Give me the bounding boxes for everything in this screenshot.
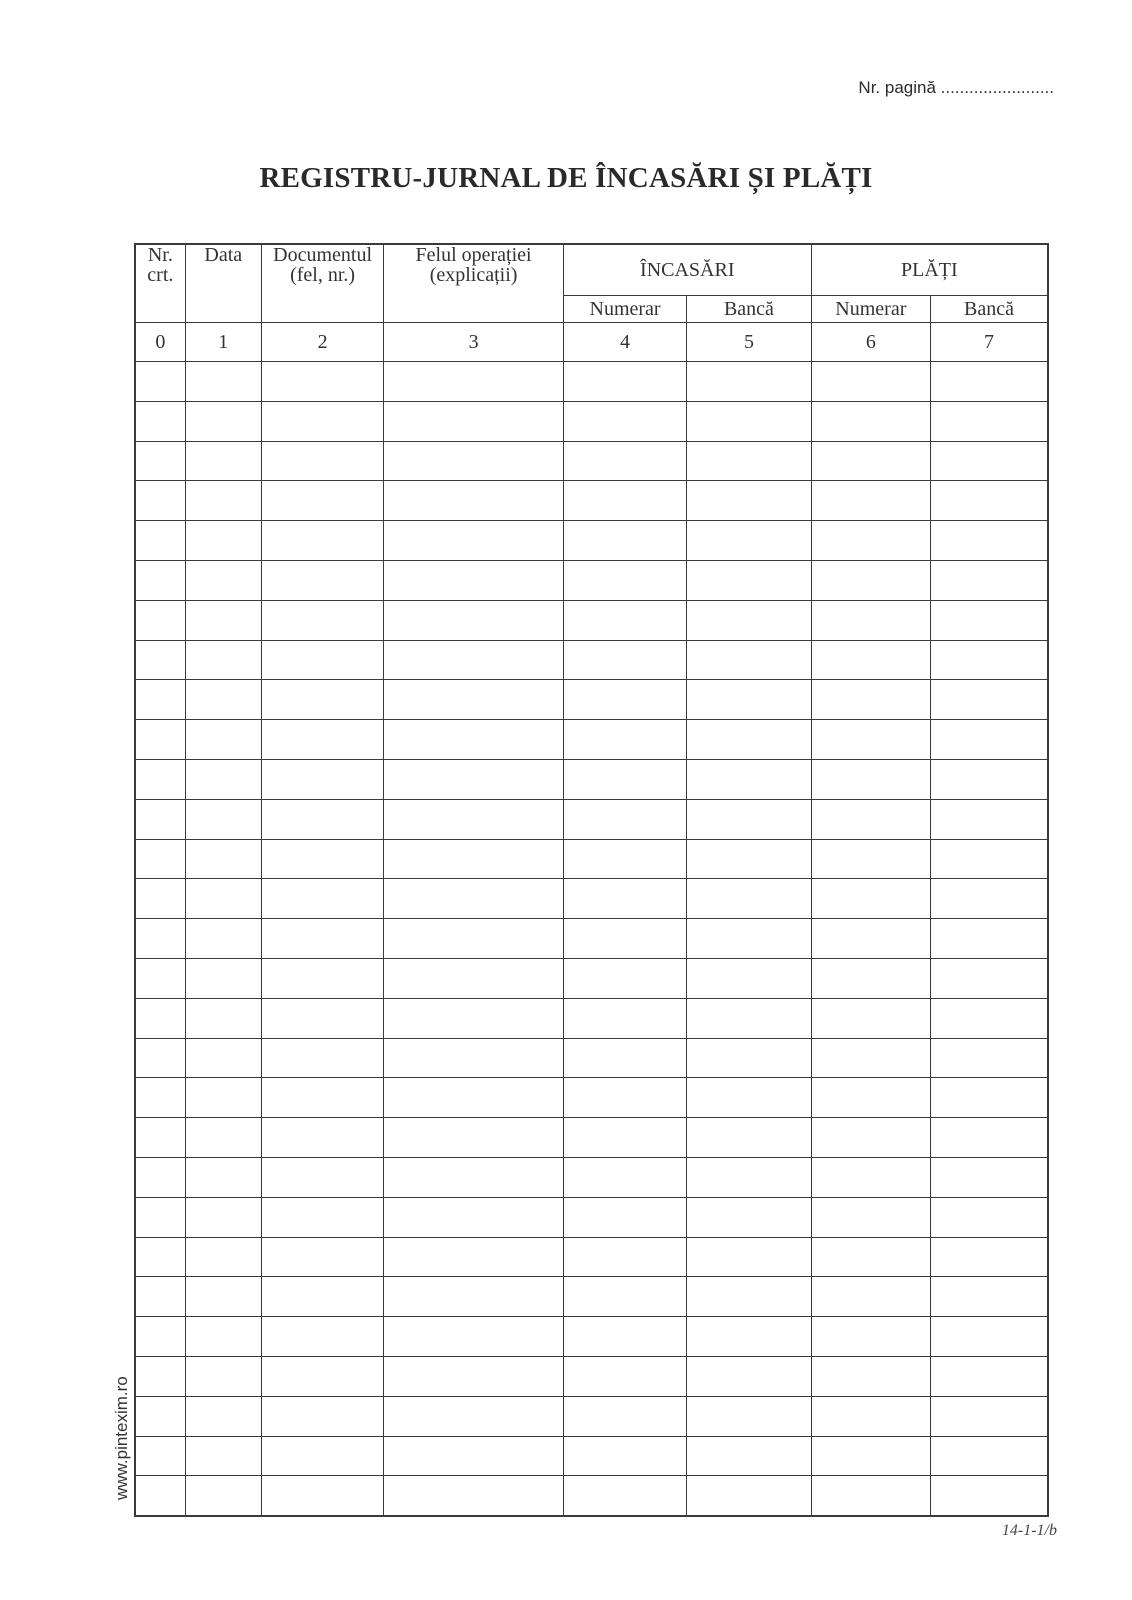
entry-cell[interactable] [563, 1436, 686, 1476]
entry-cell[interactable] [687, 1436, 811, 1476]
entry-cell[interactable] [384, 1396, 564, 1436]
entry-cell[interactable] [687, 560, 811, 600]
entry-cell[interactable] [261, 1157, 383, 1197]
entry-cell[interactable] [687, 481, 811, 521]
entry-cell[interactable] [687, 1157, 811, 1197]
entry-cell[interactable] [261, 560, 383, 600]
form-code: 14-1-1/b [1001, 1522, 1057, 1539]
entry-cell[interactable] [931, 1436, 1048, 1476]
entry-cell[interactable] [811, 680, 930, 720]
entry-cell[interactable] [135, 1078, 185, 1118]
entry-cell[interactable] [687, 919, 811, 959]
entry-cell[interactable] [261, 1356, 383, 1396]
entry-cell[interactable] [811, 1317, 930, 1357]
entry-cell[interactable] [811, 1038, 930, 1078]
journal-body [135, 362, 1048, 1517]
entry-cell[interactable] [261, 919, 383, 959]
entry-cell[interactable] [931, 401, 1048, 441]
table-row [135, 441, 1048, 481]
entry-cell[interactable] [931, 1277, 1048, 1317]
entry-cell[interactable] [563, 799, 686, 839]
entry-cell[interactable] [261, 1396, 383, 1436]
entry-cell[interactable] [185, 1277, 261, 1317]
entry-cell[interactable] [384, 680, 564, 720]
journal-table [134, 243, 1049, 1517]
entry-cell[interactable] [135, 1118, 185, 1158]
column-header-incasari-banca: Bancă [687, 296, 811, 323]
entry-cell[interactable] [135, 1356, 185, 1396]
entry-cell[interactable] [563, 879, 686, 919]
table-row [135, 600, 1048, 640]
table-row [135, 680, 1048, 720]
column-index: 1 [185, 323, 261, 362]
entry-cell[interactable] [384, 441, 564, 481]
entry-cell[interactable] [563, 1237, 686, 1277]
entry-cell[interactable] [931, 1118, 1048, 1158]
entry-cell[interactable] [931, 759, 1048, 799]
table-row [135, 1436, 1048, 1476]
entry-cell[interactable] [135, 1038, 185, 1078]
entry-cell[interactable] [185, 640, 261, 680]
entry-cell[interactable] [384, 1197, 564, 1237]
entry-cell[interactable] [185, 521, 261, 561]
entry-cell[interactable] [135, 1436, 185, 1476]
table-row [135, 839, 1048, 879]
entry-cell[interactable] [563, 1038, 686, 1078]
entry-cell[interactable] [811, 1356, 930, 1396]
entry-cell[interactable] [931, 1396, 1048, 1436]
entry-cell[interactable] [261, 1118, 383, 1158]
entry-cell[interactable] [135, 839, 185, 879]
entry-cell[interactable] [811, 958, 930, 998]
entry-cell[interactable] [185, 1436, 261, 1476]
entry-cell[interactable] [135, 1157, 185, 1197]
entry-cell[interactable] [185, 1118, 261, 1158]
entry-cell[interactable] [931, 1237, 1048, 1277]
entry-cell[interactable] [931, 879, 1048, 919]
entry-cell[interactable] [687, 998, 811, 1038]
entry-cell[interactable] [261, 680, 383, 720]
entry-cell[interactable] [931, 998, 1048, 1038]
entry-cell[interactable] [261, 1038, 383, 1078]
entry-cell[interactable] [261, 1317, 383, 1357]
table-row [135, 1237, 1048, 1277]
entry-cell[interactable] [687, 759, 811, 799]
entry-cell[interactable] [811, 1436, 930, 1476]
entry-cell[interactable] [931, 839, 1048, 879]
entry-cell[interactable] [185, 839, 261, 879]
entry-cell[interactable] [687, 1396, 811, 1436]
entry-cell[interactable] [261, 441, 383, 481]
entry-cell[interactable] [261, 600, 383, 640]
table-row [135, 481, 1048, 521]
entry-cell[interactable] [261, 640, 383, 680]
entry-cell[interactable] [135, 1476, 185, 1516]
entry-cell[interactable] [931, 958, 1048, 998]
entry-cell[interactable] [811, 560, 930, 600]
entry-cell[interactable] [135, 879, 185, 919]
table-row [135, 560, 1048, 600]
column-index-row [135, 323, 1048, 362]
table-row [135, 1396, 1048, 1436]
table-row [135, 1476, 1048, 1516]
entry-cell[interactable] [811, 481, 930, 521]
entry-cell[interactable] [384, 919, 564, 959]
entry-cell[interactable] [931, 560, 1048, 600]
table-row [135, 958, 1048, 998]
entry-cell[interactable] [931, 1078, 1048, 1118]
entry-cell[interactable] [261, 998, 383, 1038]
entry-cell[interactable] [811, 720, 930, 760]
entry-cell[interactable] [563, 1118, 686, 1158]
entry-cell[interactable] [931, 362, 1048, 402]
entry-cell[interactable] [811, 799, 930, 839]
entry-cell[interactable] [931, 919, 1048, 959]
column-header-data: Data [185, 244, 261, 323]
column-index: 4 [563, 323, 686, 362]
table-row [135, 998, 1048, 1038]
entry-cell[interactable] [185, 481, 261, 521]
entry-cell[interactable] [261, 1197, 383, 1237]
table-row [135, 1157, 1048, 1197]
entry-cell[interactable] [811, 919, 930, 959]
table-row [135, 1277, 1048, 1317]
entry-cell[interactable] [135, 521, 185, 561]
entry-cell[interactable] [135, 680, 185, 720]
entry-cell[interactable] [811, 1476, 930, 1516]
entry-cell[interactable] [135, 560, 185, 600]
entry-cell[interactable] [185, 919, 261, 959]
entry-cell[interactable] [261, 401, 383, 441]
entry-cell[interactable] [811, 1197, 930, 1237]
journal-table-container [134, 243, 1049, 1517]
entry-cell[interactable] [563, 401, 686, 441]
column-index: 3 [384, 323, 564, 362]
entry-cell[interactable] [563, 1476, 686, 1516]
table-row [135, 879, 1048, 919]
entry-cell[interactable] [687, 600, 811, 640]
entry-cell[interactable] [931, 640, 1048, 680]
entry-cell[interactable] [687, 879, 811, 919]
entry-cell[interactable] [185, 958, 261, 998]
table-row [135, 1038, 1048, 1078]
entry-cell[interactable] [261, 839, 383, 879]
entry-cell[interactable] [563, 560, 686, 600]
entry-cell[interactable] [185, 720, 261, 760]
entry-cell[interactable] [135, 720, 185, 760]
table-row [135, 521, 1048, 561]
entry-cell[interactable] [135, 919, 185, 959]
entry-cell[interactable] [811, 1277, 930, 1317]
table-row [135, 640, 1048, 680]
entry-cell[interactable] [261, 879, 383, 919]
entry-cell[interactable] [185, 998, 261, 1038]
entry-cell[interactable] [135, 401, 185, 441]
entry-cell[interactable] [135, 640, 185, 680]
entry-cell[interactable] [384, 481, 564, 521]
entry-cell[interactable] [687, 958, 811, 998]
entry-cell[interactable] [563, 759, 686, 799]
table-row [135, 1197, 1048, 1237]
entry-cell[interactable] [687, 1277, 811, 1317]
entry-cell[interactable] [687, 640, 811, 680]
entry-cell[interactable] [384, 1078, 564, 1118]
entry-cell[interactable] [687, 1317, 811, 1357]
table-row [135, 720, 1048, 760]
entry-cell[interactable] [811, 1157, 930, 1197]
entry-cell[interactable] [135, 481, 185, 521]
column-header-incasari-numerar: Numerar [563, 296, 686, 323]
entry-cell[interactable] [563, 1317, 686, 1357]
entry-cell[interactable] [687, 799, 811, 839]
entry-cell[interactable] [185, 1317, 261, 1357]
entry-cell[interactable] [687, 680, 811, 720]
column-header-documentul: Documentul (fel, nr.) [261, 244, 383, 323]
entry-cell[interactable] [384, 759, 564, 799]
entry-cell[interactable] [931, 799, 1048, 839]
entry-cell[interactable] [563, 998, 686, 1038]
entry-cell[interactable] [931, 1197, 1048, 1237]
entry-cell[interactable] [563, 362, 686, 402]
entry-cell[interactable] [135, 441, 185, 481]
entry-cell[interactable] [185, 600, 261, 640]
entry-cell[interactable] [261, 1237, 383, 1277]
entry-cell[interactable] [811, 759, 930, 799]
table-row [135, 1078, 1048, 1118]
entry-cell[interactable] [931, 481, 1048, 521]
entry-cell[interactable] [687, 1237, 811, 1277]
entry-cell[interactable] [261, 1476, 383, 1516]
column-header-plati-numerar: Numerar [811, 296, 930, 323]
entry-cell[interactable] [185, 1038, 261, 1078]
entry-cell[interactable] [384, 879, 564, 919]
table-row [135, 401, 1048, 441]
entry-cell[interactable] [135, 362, 185, 402]
column-group-plati: PLĂȚI [811, 244, 1048, 296]
entry-cell[interactable] [185, 401, 261, 441]
entry-cell[interactable] [135, 1396, 185, 1436]
entry-cell[interactable] [931, 1356, 1048, 1396]
entry-cell[interactable] [185, 1396, 261, 1436]
website-url: www.pintexim.ro [112, 1376, 131, 1500]
entry-cell[interactable] [185, 1197, 261, 1237]
table-row [135, 919, 1048, 959]
entry-cell[interactable] [811, 362, 930, 402]
table-row [135, 1317, 1048, 1357]
entry-cell[interactable] [687, 362, 811, 402]
entry-cell[interactable] [563, 521, 686, 561]
entry-cell[interactable] [185, 1157, 261, 1197]
entry-cell[interactable] [384, 401, 564, 441]
entry-cell[interactable] [811, 401, 930, 441]
entry-cell[interactable] [687, 1476, 811, 1516]
entry-cell[interactable] [384, 1118, 564, 1158]
entry-cell[interactable] [687, 720, 811, 760]
entry-cell[interactable] [931, 600, 1048, 640]
column-index: 7 [931, 323, 1048, 362]
entry-cell[interactable] [261, 1078, 383, 1118]
entry-cell[interactable] [811, 600, 930, 640]
entry-cell[interactable] [261, 958, 383, 998]
entry-cell[interactable] [811, 1396, 930, 1436]
entry-cell[interactable] [384, 958, 564, 998]
entry-cell[interactable] [384, 1356, 564, 1396]
entry-cell[interactable] [563, 1356, 686, 1396]
entry-cell[interactable] [931, 720, 1048, 760]
entry-cell[interactable] [687, 521, 811, 561]
entry-cell[interactable] [185, 1476, 261, 1516]
entry-cell[interactable] [811, 839, 930, 879]
entry-cell[interactable] [931, 680, 1048, 720]
entry-cell[interactable] [135, 958, 185, 998]
table-row [135, 799, 1048, 839]
entry-cell[interactable] [687, 1078, 811, 1118]
entry-cell[interactable] [185, 1356, 261, 1396]
entry-cell[interactable] [931, 1038, 1048, 1078]
entry-cell[interactable] [185, 560, 261, 600]
entry-cell[interactable] [811, 1118, 930, 1158]
column-index: 0 [135, 323, 185, 362]
entry-cell[interactable] [185, 759, 261, 799]
entry-cell[interactable] [563, 839, 686, 879]
entry-cell[interactable] [261, 759, 383, 799]
entry-cell[interactable] [384, 640, 564, 680]
table-row [135, 1356, 1048, 1396]
entry-cell[interactable] [384, 839, 564, 879]
column-group-incasari: ÎNCASĂRI [563, 244, 811, 296]
entry-cell[interactable] [563, 919, 686, 959]
entry-cell[interactable] [563, 1277, 686, 1317]
entry-cell[interactable] [384, 1317, 564, 1357]
entry-cell[interactable] [384, 1157, 564, 1197]
entry-cell[interactable] [384, 1237, 564, 1277]
entry-cell[interactable] [687, 1118, 811, 1158]
entry-cell[interactable] [931, 1476, 1048, 1516]
entry-cell[interactable] [384, 720, 564, 760]
entry-cell[interactable] [135, 1317, 185, 1357]
entry-cell[interactable] [563, 1078, 686, 1118]
entry-cell[interactable] [687, 839, 811, 879]
entry-cell[interactable] [185, 441, 261, 481]
entry-cell[interactable] [384, 560, 564, 600]
entry-cell[interactable] [135, 600, 185, 640]
entry-cell[interactable] [261, 1436, 383, 1476]
entry-cell[interactable] [563, 1396, 686, 1436]
entry-cell[interactable] [384, 1476, 564, 1516]
entry-cell[interactable] [687, 1356, 811, 1396]
entry-cell[interactable] [261, 521, 383, 561]
entry-cell[interactable] [811, 879, 930, 919]
entry-cell[interactable] [563, 1157, 686, 1197]
entry-cell[interactable] [135, 1237, 185, 1277]
entry-cell[interactable] [687, 441, 811, 481]
entry-cell[interactable] [135, 799, 185, 839]
entry-cell[interactable] [384, 1277, 564, 1317]
column-header-nr-crt: Nr. crt. [135, 244, 185, 323]
entry-cell[interactable] [384, 1436, 564, 1476]
entry-cell[interactable] [384, 1038, 564, 1078]
entry-cell[interactable] [135, 759, 185, 799]
entry-cell[interactable] [687, 401, 811, 441]
entry-cell[interactable] [185, 799, 261, 839]
entry-cell[interactable] [135, 998, 185, 1038]
entry-cell[interactable] [261, 362, 383, 402]
column-index: 6 [811, 323, 930, 362]
entry-cell[interactable] [185, 1078, 261, 1118]
entry-cell[interactable] [563, 481, 686, 521]
entry-cell[interactable] [261, 799, 383, 839]
entry-cell[interactable] [384, 799, 564, 839]
entry-cell[interactable] [811, 998, 930, 1038]
page-number-field[interactable]: Nr. pagină ........................ [858, 78, 1054, 97]
entry-cell[interactable] [563, 1197, 686, 1237]
entry-cell[interactable] [563, 720, 686, 760]
page-title: REGISTRU-JURNAL DE ÎNCASĂRI ȘI PLĂȚI [259, 162, 873, 194]
table-row [135, 1118, 1048, 1158]
entry-cell[interactable] [384, 600, 564, 640]
entry-cell[interactable] [931, 521, 1048, 561]
entry-cell[interactable] [687, 1197, 811, 1237]
column-index: 2 [261, 323, 383, 362]
table-row [135, 759, 1048, 799]
entry-cell[interactable] [811, 640, 930, 680]
entry-cell[interactable] [811, 1237, 930, 1277]
column-header-felul-operatiei: Felul operației (explicații) [384, 244, 564, 323]
entry-cell[interactable] [931, 1317, 1048, 1357]
entry-cell[interactable] [931, 1157, 1048, 1197]
entry-cell[interactable] [261, 1277, 383, 1317]
entry-cell[interactable] [811, 1078, 930, 1118]
entry-cell[interactable] [931, 441, 1048, 481]
entry-cell[interactable] [261, 481, 383, 521]
entry-cell[interactable] [563, 680, 686, 720]
entry-cell[interactable] [384, 362, 564, 402]
column-index: 5 [687, 323, 811, 362]
entry-cell[interactable] [185, 879, 261, 919]
entry-cell[interactable] [563, 958, 686, 998]
entry-cell[interactable] [135, 1277, 185, 1317]
entry-cell[interactable] [185, 680, 261, 720]
entry-cell[interactable] [563, 640, 686, 680]
entry-cell[interactable] [384, 998, 564, 1038]
entry-cell[interactable] [687, 1038, 811, 1078]
entry-cell[interactable] [563, 600, 686, 640]
entry-cell[interactable] [185, 362, 261, 402]
column-header-plati-banca: Bancă [931, 296, 1048, 323]
entry-cell[interactable] [185, 1237, 261, 1277]
entry-cell[interactable] [261, 720, 383, 760]
entry-cell[interactable] [811, 441, 930, 481]
table-row [135, 362, 1048, 402]
entry-cell[interactable] [811, 521, 930, 561]
entry-cell[interactable] [135, 1197, 185, 1237]
entry-cell[interactable] [384, 521, 564, 561]
entry-cell[interactable] [563, 441, 686, 481]
